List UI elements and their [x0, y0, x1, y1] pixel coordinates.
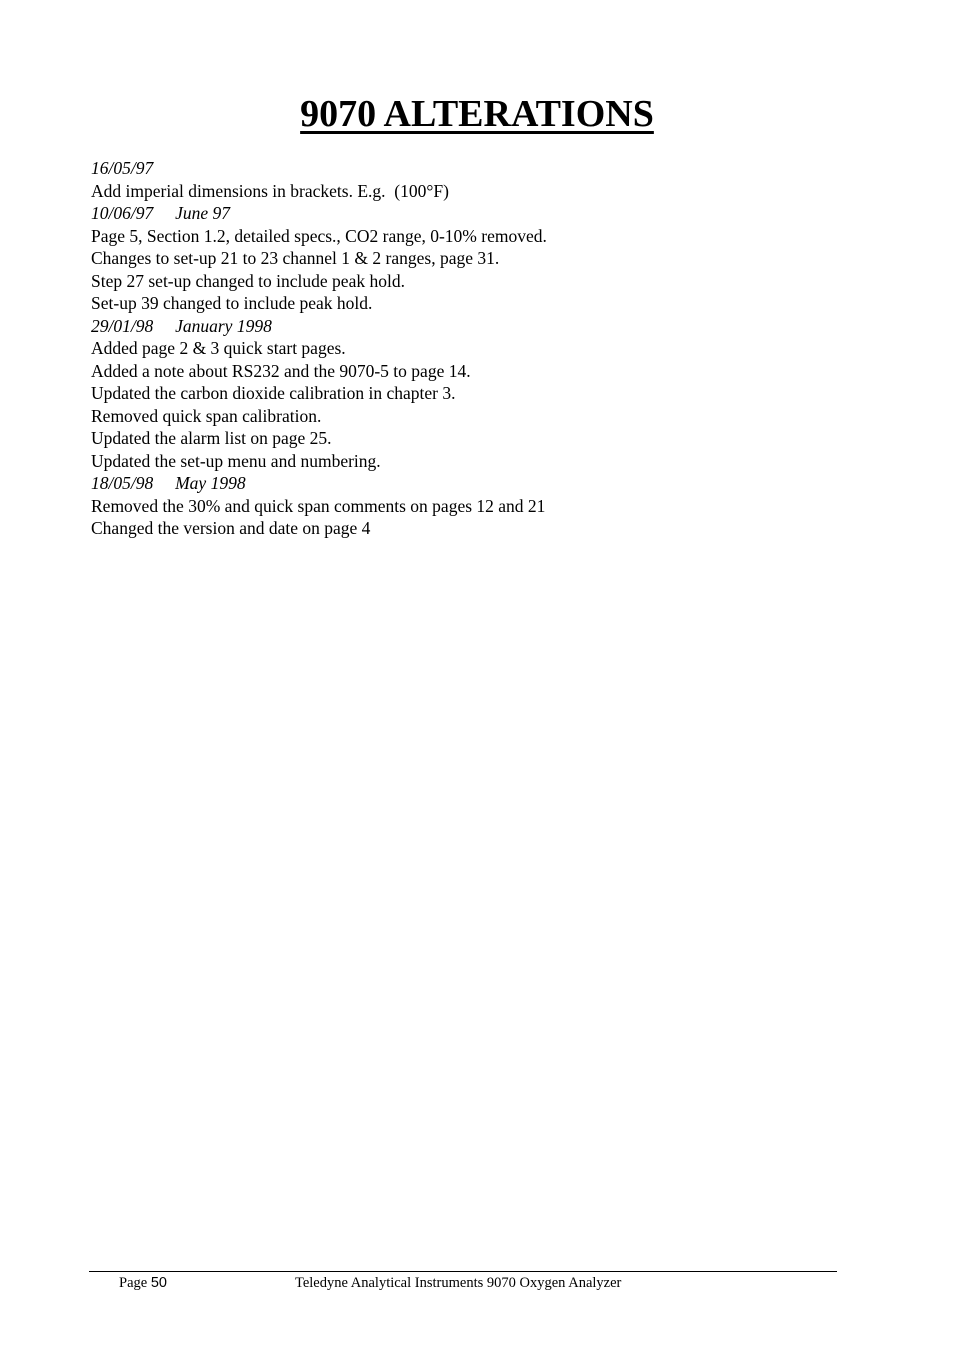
page-title: [0, 88, 954, 140]
alteration-line: Changes to set-up 21 to 23 channel 1 & 2 ranges, page 31.: [91, 248, 500, 268]
alteration-line: Page 5, Section 1.2, detailed specs., CO2 range, 0-10% removed.: [91, 225, 547, 246]
alteration-line: Changed the version and date on page 4: [91, 518, 371, 538]
alteration-line: Removed the 30% and quick span comments on pages 12 and 21: [91, 495, 546, 516]
revision-date-line: 10/06/97 June 97: [91, 203, 231, 223]
alteration-line: Added page 2 & 3 quick start pages.: [91, 338, 346, 358]
revision-date-line: 18/05/98 May 1998: [91, 473, 246, 493]
page-number: 50: [150, 1275, 167, 1291]
page-label: Page: [119, 1275, 148, 1291]
alteration-line: Updated the set-up menu and numbering.: [91, 450, 381, 471]
footer-divider: [89, 1271, 837, 1272]
alteration-line: Updated the carbon dioxide calibration in chapter 3.: [91, 383, 456, 403]
alteration-line: Removed quick span calibration.: [91, 405, 322, 426]
alteration-line: Add imperial dimensions in brackets. E.g. (100°F): [91, 180, 449, 201]
alteration-line: Added a note about RS232 and the 9070-5 to page 14.: [91, 360, 471, 381]
alterations-list: [91, 157, 851, 540]
page-title-text: 9070 ALTERATIONS: [300, 93, 654, 135]
alteration-line: Updated the alarm list on page 25.: [91, 428, 332, 448]
revision-date-line: 16/05/97: [91, 158, 154, 178]
footer-company-name: Teledyne Analytical Instruments 9070 Oxygen Analyzer: [295, 1275, 622, 1291]
revision-date-line: 29/01/98 January 1998: [91, 315, 272, 336]
alteration-line: Set-up 39 changed to include peak hold.: [91, 293, 373, 313]
footer-page-number: [119, 1274, 167, 1292]
alteration-line: Step 27 set-up changed to include peak hold.: [91, 270, 405, 291]
